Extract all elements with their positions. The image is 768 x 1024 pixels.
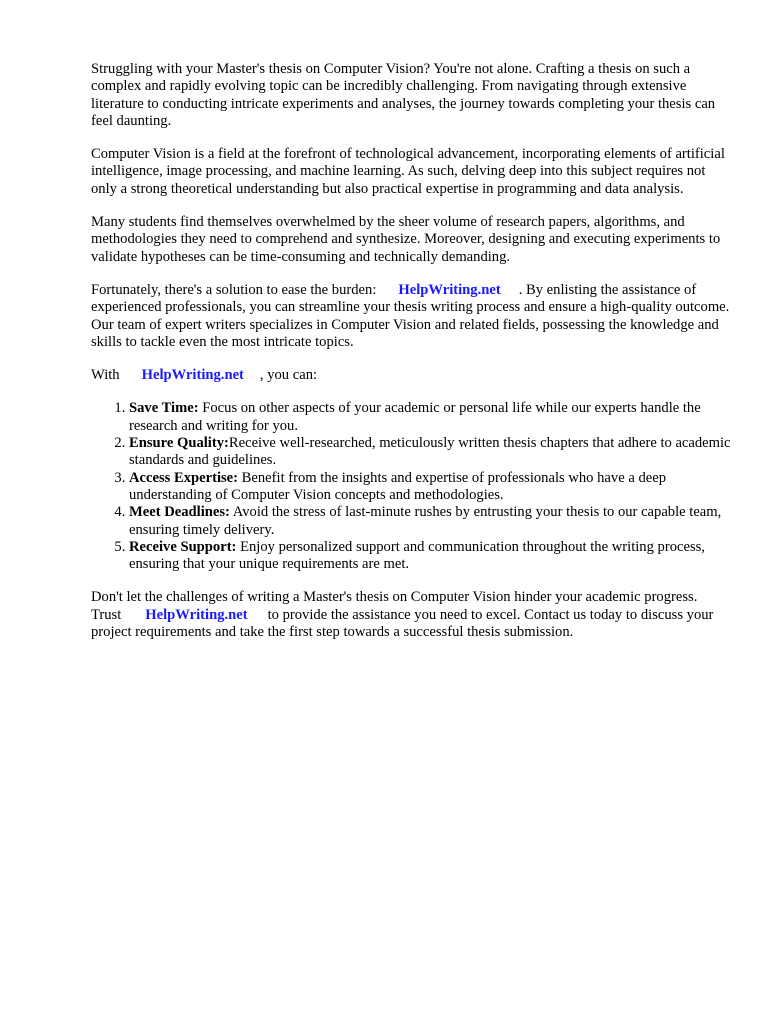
benefit-text: Enjoy personalized support and communication throughout the writing process, ensuring that your unique requirements are met.: [129, 538, 705, 573]
closing-text-after: to provide the assistance you need to excel. Contact us today to discuss your project requirements and take the first step towards a successful thesis submission.: [91, 606, 714, 641]
list-item: [129, 539, 731, 574]
overwhelmed-paragraph: Many students find themselves overwhelmed by the sheer volume of research papers, algorithms, and methodologies they need to comprehend and synthesize. Moreover, designing and executing experiments to validate hypotheses can be time-consuming and technically demanding.: [91, 214, 721, 265]
intro-paragraph: Struggling with your Master's thesis on Computer Vision? You're not alone. Crafting a thesis on such a complex and rapidly evolving topic can be incredibly challenging. From navigating through extensive literature to conducting intricate experiments and analyses, the journey towards completing your thesis can feel daunting.: [91, 61, 716, 129]
list-item: [129, 435, 731, 470]
benefit-title: Receive Support:: [129, 538, 237, 555]
with-paragraph: [91, 367, 731, 384]
closing-text-before: Don't let the challenges of writing a Master's thesis on Computer Vision hinder your academic progress. Trust: [91, 589, 698, 623]
benefit-title: Save Time:: [129, 400, 199, 417]
benefit-text: Receive well-researched, meticulously written thesis chapters that adhere to academic standards and guidelines.: [129, 435, 731, 469]
helpwriting-link[interactable]: HelpWriting.net: [145, 606, 248, 623]
with-text-after: , you can:: [259, 367, 318, 384]
document-body: [91, 61, 731, 657]
with-text-before: With: [91, 367, 120, 384]
benefit-title: Access Expertise:: [129, 469, 239, 486]
benefit-text: Benefit from the insights and expertise of professionals who have a deep understanding of Computer Vision concepts and methodologies.: [129, 469, 666, 503]
list-item: [129, 400, 731, 435]
list-item: [129, 504, 731, 539]
solution-paragraph: [91, 282, 731, 351]
solution-text-after: . By enlisting the assistance of experienced professionals, you can streamline your thesis writing process and ensure a high-quality outcome. Our team of expert writers specializes in Computer Vision and related fields, possessing the knowledge and skills to tackle even the most intricate topics.: [91, 281, 730, 350]
benefit-title: Meet Deadlines:: [129, 504, 230, 521]
list-item: [129, 470, 731, 505]
field-paragraph: Computer Vision is a field at the forefront of technological advancement, incorporating elements of artificial intelligence, image processing, and machine learning. As such, delving deep into this subject requires not only a strong theoretical understanding but also practical expertise in programming and data analysis.: [91, 146, 725, 197]
benefits-list: [91, 400, 731, 573]
helpwriting-link[interactable]: HelpWriting.net: [398, 281, 501, 298]
benefit-text: Focus on other aspects of your academic or personal life while our experts handle the research and writing for you.: [129, 400, 701, 434]
helpwriting-link[interactable]: HelpWriting.net: [141, 367, 244, 384]
solution-text-before: Fortunately, there's a solution to ease the burden:: [91, 281, 377, 298]
benefit-title: Ensure Quality:: [129, 435, 229, 452]
closing-paragraph: [91, 589, 731, 641]
benefit-text: Avoid the stress of last-minute rushes by entrusting your thesis to our capable team, ensuring timely delivery.: [129, 504, 722, 538]
